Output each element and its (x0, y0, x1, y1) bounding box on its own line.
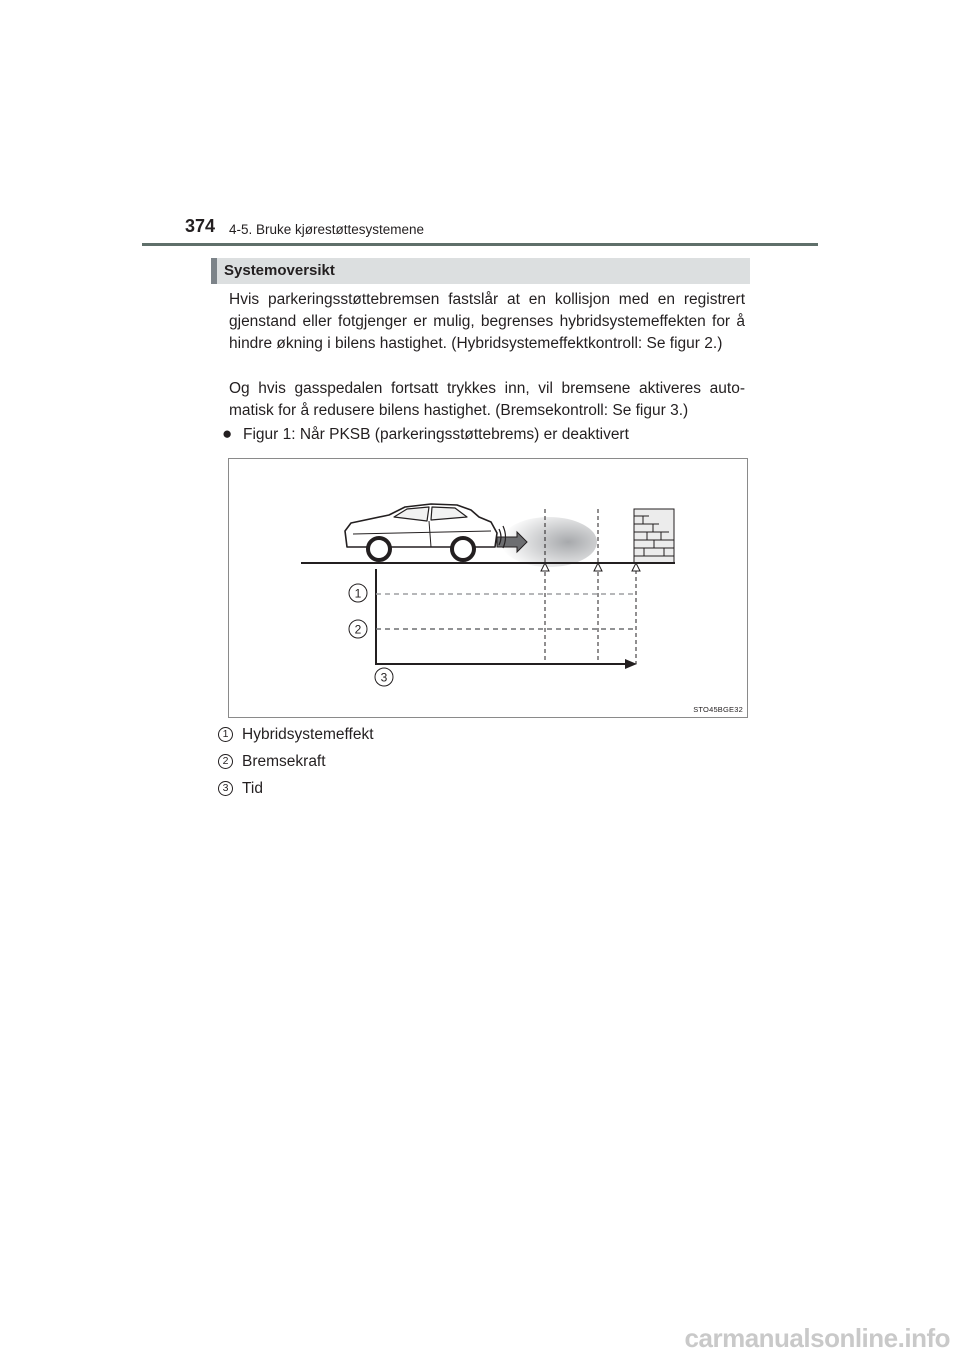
section-title: Systemoversikt (224, 262, 335, 279)
bullet-text: Figur 1: Når PKSB (parkeringsstøttebrems) er deaktivert (243, 426, 629, 443)
svg-text:2: 2 (354, 622, 362, 637)
section-path: 4-5. Bruke kjørestøttesystemene (229, 222, 425, 237)
figure-code: STO45BGE32 (693, 705, 743, 714)
watermark: carmanualsonline.info (684, 1323, 950, 1353)
section-heading-accent (211, 258, 217, 284)
legend-number-badge: 1 (218, 727, 233, 742)
body-paragraph-2: Og hvis gasspedalen fortsatt trykkes inn, vil bremsene aktiveres auto- matisk for å redusere bilens hastighet. (Bremsekontroll: Se figur 3.) (229, 380, 745, 419)
time-arrow-icon (625, 659, 637, 669)
svg-text:1: 1 (354, 586, 362, 601)
car-icon (345, 504, 497, 547)
figure-bullet (222, 423, 629, 446)
callout-2 (349, 620, 367, 638)
figure-1 (228, 458, 748, 718)
legend-number-badge: 2 (218, 754, 233, 769)
legend-label: Hybridsystemeffekt (242, 726, 374, 743)
bullet-icon: ● (222, 424, 233, 443)
callout-1 (349, 584, 367, 602)
legend-label: Bremsekraft (242, 753, 326, 770)
header-rule (142, 243, 818, 246)
callout-3 (375, 668, 393, 686)
page-number: 374 (185, 216, 216, 236)
body-paragraph-1: Hvis parkeringsstøttebremsen fastslår at en kollisjon med en registrert gjenstand eller fotgjenger er mulig, begrenses hybridsystemeffekten for å hindre økning i bilens hastighet. (Hybridsystemeffektkontroll: Se figur 2.) (229, 291, 745, 352)
svg-text:3: 3 (380, 670, 388, 685)
legend-label: Tid (242, 780, 263, 797)
rear-wheel-icon (452, 538, 474, 560)
figure-diagram (229, 459, 749, 719)
legend-number-badge: 3 (218, 781, 233, 796)
wall-icon (634, 509, 674, 563)
front-wheel-icon (368, 538, 390, 560)
section-heading-bar (211, 258, 750, 284)
